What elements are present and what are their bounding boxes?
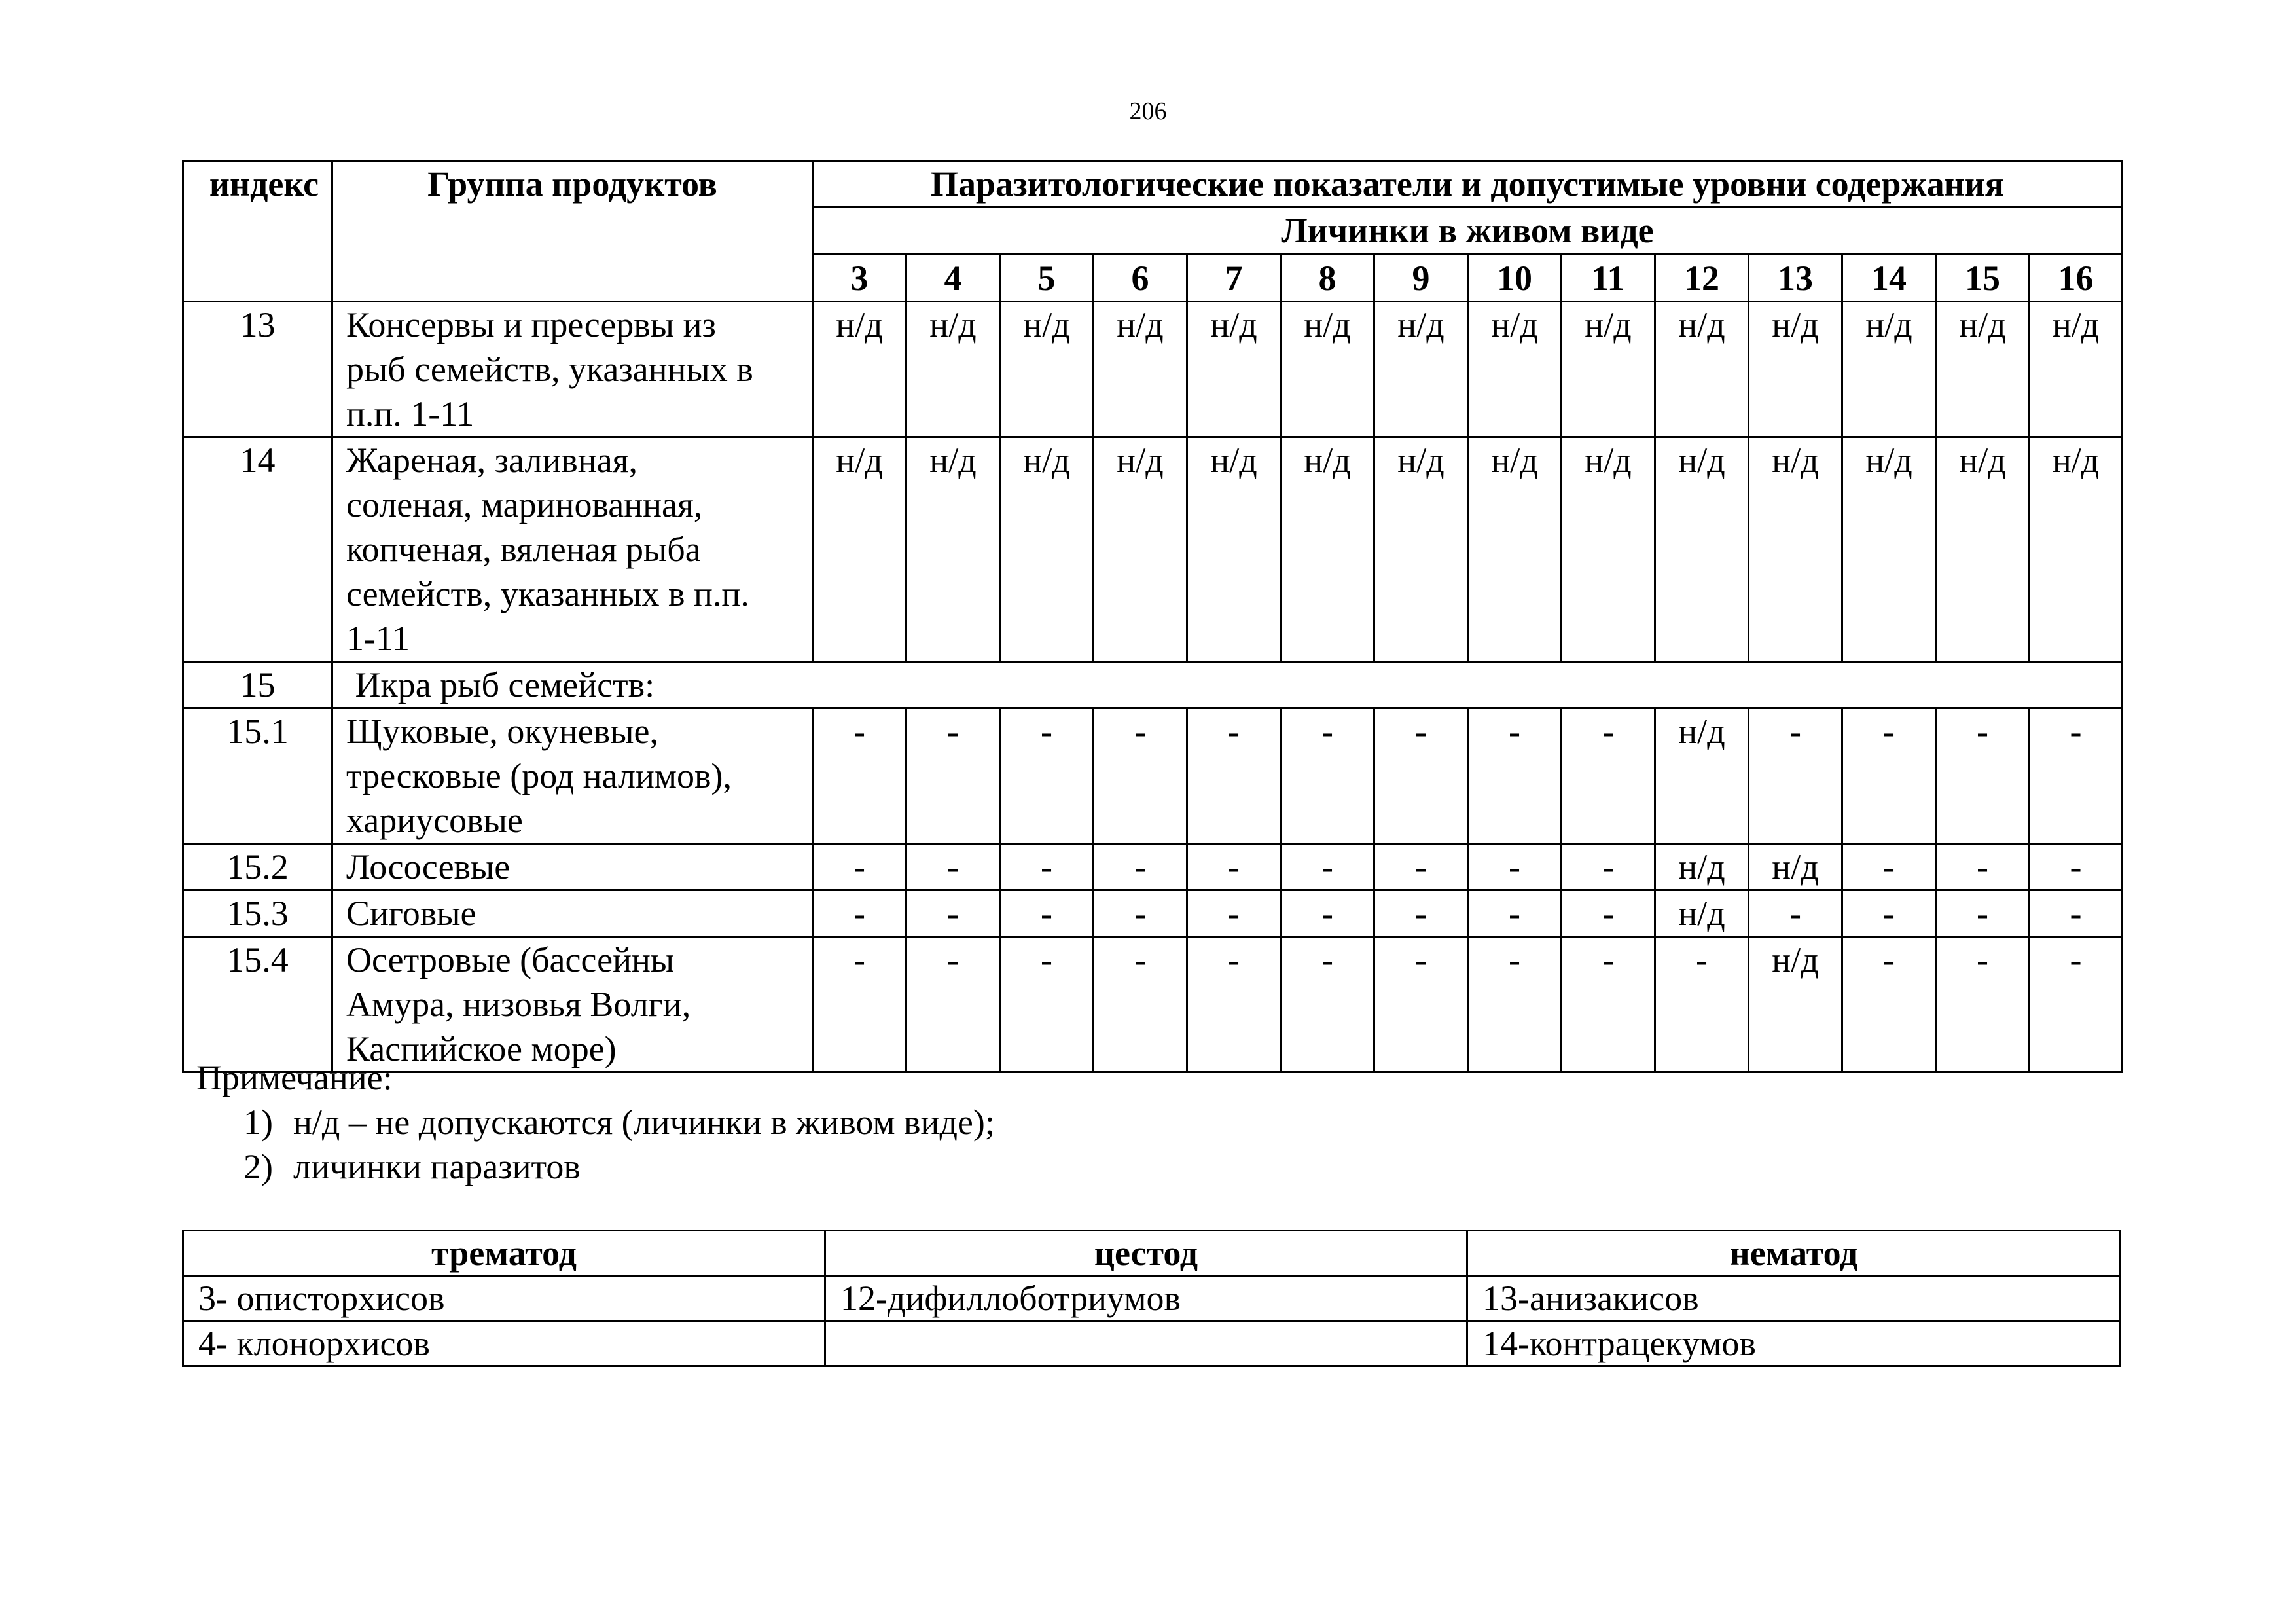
- parasitology-table: [182, 160, 2123, 1073]
- value-cell: н/д: [1468, 302, 1562, 437]
- value-cell: -: [1842, 937, 1936, 1072]
- value-cell: -: [2030, 937, 2123, 1072]
- value-cell: -: [1655, 937, 1749, 1072]
- product-group-line: соленая, маринованная,: [346, 485, 703, 524]
- parasite-legend-table: [182, 1230, 2121, 1367]
- note-title: Примечание:: [196, 1058, 393, 1097]
- value-cell: -: [813, 844, 906, 890]
- value-cell: -: [1562, 890, 1655, 937]
- product-group-line: Лососевые: [346, 847, 511, 886]
- row-index: 15.2: [183, 844, 332, 890]
- product-group-line: Сиговые: [346, 894, 476, 933]
- value-cell: -: [1187, 937, 1281, 1072]
- product-group-line: Консервы и пресервы из: [346, 305, 716, 344]
- value-cell: -: [1000, 890, 1094, 937]
- header-indicators: Паразитологические показатели и допустимые уровни содержания: [813, 161, 2123, 208]
- value-cell: -: [2030, 708, 2123, 844]
- value-cell: -: [906, 937, 1000, 1072]
- row-index: 14: [183, 437, 332, 662]
- value-cell: н/д: [2030, 302, 2123, 437]
- value-cell: н/д: [1936, 437, 2030, 662]
- value-cell: н/д: [1281, 302, 1374, 437]
- value-cell: -: [1374, 844, 1468, 890]
- value-cell: -: [1094, 844, 1187, 890]
- value-cell: н/д: [1281, 437, 1374, 662]
- value-cell: -: [1468, 937, 1562, 1072]
- value-cell: -: [1936, 844, 2030, 890]
- value-cell: -: [1749, 890, 1842, 937]
- value-cell: -: [1187, 708, 1281, 844]
- legend-cell: 3- описторхисов: [183, 1276, 825, 1321]
- value-cell: н/д: [1842, 302, 1936, 437]
- value-cell: -: [1842, 844, 1936, 890]
- column-header: 15: [1936, 254, 2030, 302]
- table-row: [183, 890, 2123, 937]
- value-cell: -: [1468, 708, 1562, 844]
- product-group-line: семейств, указанных в п.п.: [346, 574, 749, 613]
- value-cell: -: [1842, 890, 1936, 937]
- product-group-line: тресковые (род налимов),: [346, 756, 732, 795]
- table-row: [183, 937, 2123, 1072]
- note-item-1: 1) н/д – не допускаются (личинки в живом виде);: [243, 1103, 995, 1142]
- value-cell: н/д: [1187, 437, 1281, 662]
- value-cell: -: [1094, 937, 1187, 1072]
- column-header: 3: [813, 254, 906, 302]
- value-cell: -: [1374, 937, 1468, 1072]
- value-cell: -: [2030, 890, 2123, 937]
- value-cell: н/д: [1562, 437, 1655, 662]
- row-index: 15.3: [183, 890, 332, 937]
- value-cell: -: [1187, 844, 1281, 890]
- value-cell: н/д: [1468, 437, 1562, 662]
- row-index: 13: [183, 302, 332, 437]
- header-larvae: Личинки в живом виде: [813, 208, 2123, 254]
- value-cell: -: [1936, 937, 2030, 1072]
- product-group-line: Икра рыб семейств:: [346, 665, 655, 704]
- value-cell: -: [1562, 844, 1655, 890]
- legend-cell: 14-контрацекумов: [1467, 1321, 2121, 1366]
- column-header: 6: [1094, 254, 1187, 302]
- value-cell: -: [1562, 937, 1655, 1072]
- product-group-line: хариусовые: [346, 801, 523, 840]
- value-cell: -: [1936, 708, 2030, 844]
- value-cell: -: [1936, 890, 2030, 937]
- value-cell: -: [906, 890, 1000, 937]
- value-cell: н/д: [1749, 302, 1842, 437]
- value-cell: н/д: [813, 302, 906, 437]
- row-index: 15: [183, 662, 332, 708]
- product-group-line: 1-11: [346, 619, 410, 658]
- value-cell: -: [813, 890, 906, 937]
- legend-header-nematode: нематод: [1467, 1231, 2121, 1276]
- product-group: [332, 844, 813, 890]
- column-header: 8: [1281, 254, 1374, 302]
- column-header: 5: [1000, 254, 1094, 302]
- value-cell: -: [1562, 708, 1655, 844]
- value-cell: -: [1000, 708, 1094, 844]
- value-cell: -: [1094, 708, 1187, 844]
- row-index: 15.1: [183, 708, 332, 844]
- legend-cell: 12-дифиллоботриумов: [825, 1276, 1467, 1321]
- value-cell: -: [1187, 890, 1281, 937]
- product-group-line: Амура, низовья Волги,: [346, 985, 691, 1024]
- table-row: [183, 662, 2123, 708]
- value-cell: -: [1000, 844, 1094, 890]
- note: [196, 1055, 995, 1189]
- product-group-line: п.п. 1-11: [346, 394, 475, 433]
- value-cell: -: [906, 844, 1000, 890]
- legend-row: [183, 1276, 2121, 1321]
- table-row: [183, 844, 2123, 890]
- value-cell: н/д: [813, 437, 906, 662]
- table-row: [183, 708, 2123, 844]
- value-cell: н/д: [1094, 437, 1187, 662]
- column-header: 4: [906, 254, 1000, 302]
- product-group: [332, 890, 813, 937]
- product-group-line: копченая, вяленая рыба: [346, 530, 701, 569]
- value-cell: -: [1000, 937, 1094, 1072]
- column-header: 11: [1562, 254, 1655, 302]
- value-cell: н/д: [1562, 302, 1655, 437]
- header-group: Группа продуктов: [332, 161, 813, 302]
- value-cell: -: [1749, 708, 1842, 844]
- value-cell: н/д: [1187, 302, 1281, 437]
- value-cell: -: [1842, 708, 1936, 844]
- note-item-2: 2) личинки паразитов: [243, 1147, 581, 1186]
- value-cell: н/д: [1655, 302, 1749, 437]
- column-header: 16: [2030, 254, 2123, 302]
- value-cell: н/д: [1936, 302, 2030, 437]
- product-group-line: Жареная, заливная,: [346, 441, 637, 480]
- table-row: [183, 302, 2123, 437]
- value-cell: н/д: [1374, 302, 1468, 437]
- value-cell: -: [1468, 844, 1562, 890]
- product-group-line: Осетровые (бассейны: [346, 940, 675, 979]
- column-header: 9: [1374, 254, 1468, 302]
- product-group: [332, 937, 813, 1072]
- value-cell: -: [1281, 844, 1374, 890]
- legend-cell: 13-анизакисов: [1467, 1276, 2121, 1321]
- product-group: [332, 302, 813, 437]
- value-cell: н/д: [1655, 708, 1749, 844]
- value-cell: -: [906, 708, 1000, 844]
- legend-cell: 4- клонорхисов: [183, 1321, 825, 1366]
- value-cell: н/д: [1655, 890, 1749, 937]
- value-cell: н/д: [2030, 437, 2123, 662]
- product-group-line: рыб семейств, указанных в: [346, 350, 753, 389]
- value-cell: -: [1281, 708, 1374, 844]
- row-index: 15.4: [183, 937, 332, 1072]
- value-cell: -: [1094, 890, 1187, 937]
- legend-header-cestode: цестод: [825, 1231, 1467, 1276]
- legend-cell: [825, 1321, 1467, 1366]
- value-cell: -: [1374, 890, 1468, 937]
- product-group: [332, 437, 813, 662]
- value-cell: -: [1281, 890, 1374, 937]
- legend-header-trematode: трематод: [183, 1231, 825, 1276]
- legend-row: [183, 1321, 2121, 1366]
- value-cell: н/д: [1842, 437, 1936, 662]
- column-header: 12: [1655, 254, 1749, 302]
- column-header: 14: [1842, 254, 1936, 302]
- value-cell: -: [1281, 937, 1374, 1072]
- value-cell: н/д: [1374, 437, 1468, 662]
- value-cell: н/д: [1000, 437, 1094, 662]
- value-cell: н/д: [1655, 437, 1749, 662]
- page-number: 206: [1129, 98, 1167, 125]
- value-cell: н/д: [1094, 302, 1187, 437]
- column-header: 7: [1187, 254, 1281, 302]
- value-cell: -: [2030, 844, 2123, 890]
- table-row: [183, 437, 2123, 662]
- value-cell: н/д: [1655, 844, 1749, 890]
- value-cell: -: [1374, 708, 1468, 844]
- header-index: индекс: [183, 161, 332, 302]
- column-header: 10: [1468, 254, 1562, 302]
- product-group-line: Щуковые, окуневые,: [346, 712, 658, 751]
- value-cell: -: [813, 937, 906, 1072]
- product-group-line: Каспийское море): [346, 1029, 617, 1068]
- value-cell: н/д: [1749, 437, 1842, 662]
- value-cell: -: [813, 708, 906, 844]
- value-cell: н/д: [906, 437, 1000, 662]
- value-cell: н/д: [1749, 844, 1842, 890]
- value-cell: н/д: [1749, 937, 1842, 1072]
- product-group: [332, 662, 2123, 708]
- product-group: [332, 708, 813, 844]
- column-header: 13: [1749, 254, 1842, 302]
- value-cell: н/д: [906, 302, 1000, 437]
- value-cell: н/д: [1000, 302, 1094, 437]
- value-cell: -: [1468, 890, 1562, 937]
